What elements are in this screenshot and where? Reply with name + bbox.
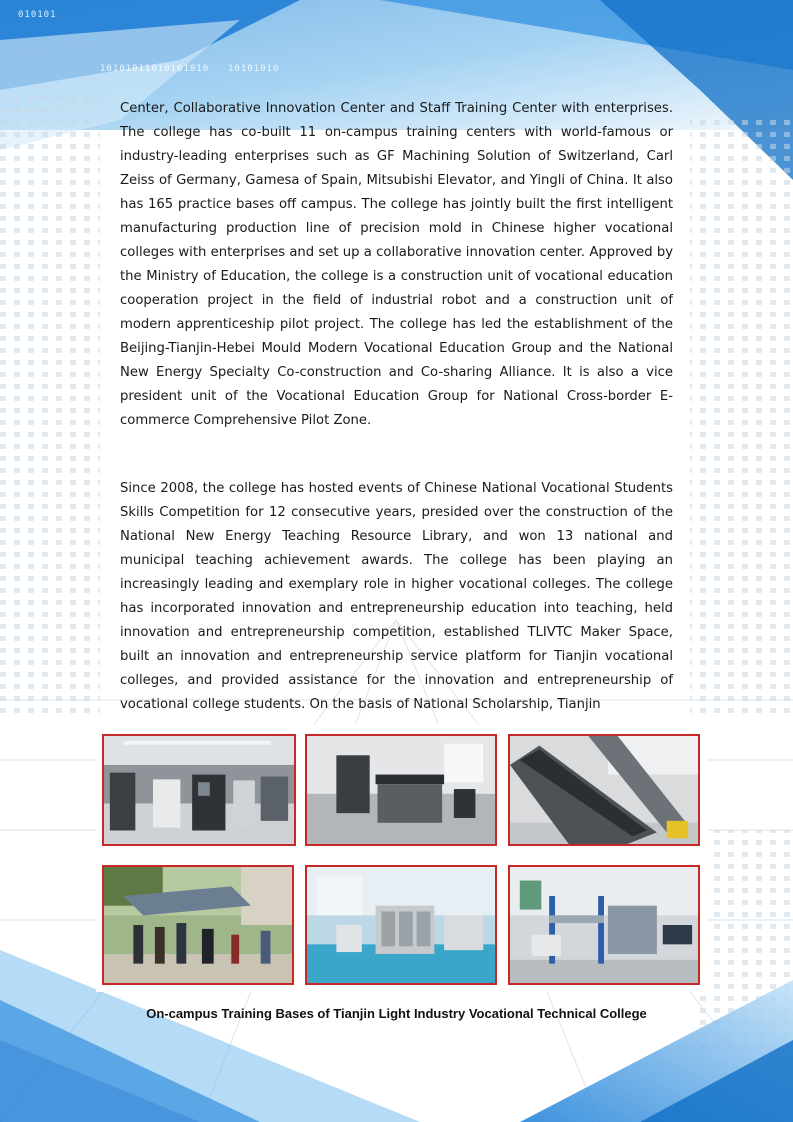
body-paragraph-1: Center, Collaborative Innovation Center and Staff Training Center with enterprises. The college has co-built 11 on-campus training centers with world-famous or industry-leading enterprises such as GF Machining Solution of Switzerland, Carl Zeiss of Germany, Gamesa of Spain, Mitsubishi Elevator, and Yingli of China. It also has 165 practice bases off campus. The college has jointly built the first intelligent manufacturing production line of precision mold in Chinese higher vocational colleges with enterprises and set up a collaborative innovation center. Approved by the Ministry of Education, the college is a construction unit of vocational education cooperation project in the field of industrial robot and a construction unit of modern apprenticeship pilot project. The college has led the establishment of the Beijing-Tianjin-Hebei Mould Modern Vocational Education Group and the National New Energy Specialty Co-construction and Co-sharing Alliance. It is also a vice president unit of the Vocational Education Group for National Cross-border E-commerce Comprehensive Pilot Zone. <box>120 101 673 428</box>
gallery-caption: On-campus Training Bases of Tianjin Light Industry Vocational Technical College <box>146 1006 647 1021</box>
escalator-training-photo <box>508 734 700 846</box>
binary-decoration-mid: 10101011010101010 <box>100 64 210 74</box>
machining-center-hall-photo <box>102 734 296 846</box>
body-paragraph-2: Since 2008, the college has hosted events of Chinese National Vocational Students Skills Competition for 12 consecutive years, presided over the construction of the National New Energy Teaching Resource Library, and won 13 national and municipal teaching achievement awards. The college has been playing an increasingly leading and exemplary role in higher vocational colleges. The college has incorporated innovation and entrepreneurship education into teaching, held innovation and entrepreneurship competition, established TLIVTC Maker Space, built an innovation and entrepreneurship service platform for Tianjin vocational colleges, and provided assistance for the innovation and entrepreneurship of vocational college students. On the basis of National Scholarship, Tianjin <box>120 481 673 712</box>
automation-workstation-photo <box>508 865 700 985</box>
measuring-machine-lab-photo <box>305 734 497 846</box>
solar-panel-outdoor-photo <box>102 865 294 985</box>
binary-decoration-top: 010101 <box>18 10 57 20</box>
binary-decoration-right: 10101010 <box>228 64 280 74</box>
photo-gallery <box>96 724 708 992</box>
electrical-control-lab-photo <box>305 865 497 985</box>
